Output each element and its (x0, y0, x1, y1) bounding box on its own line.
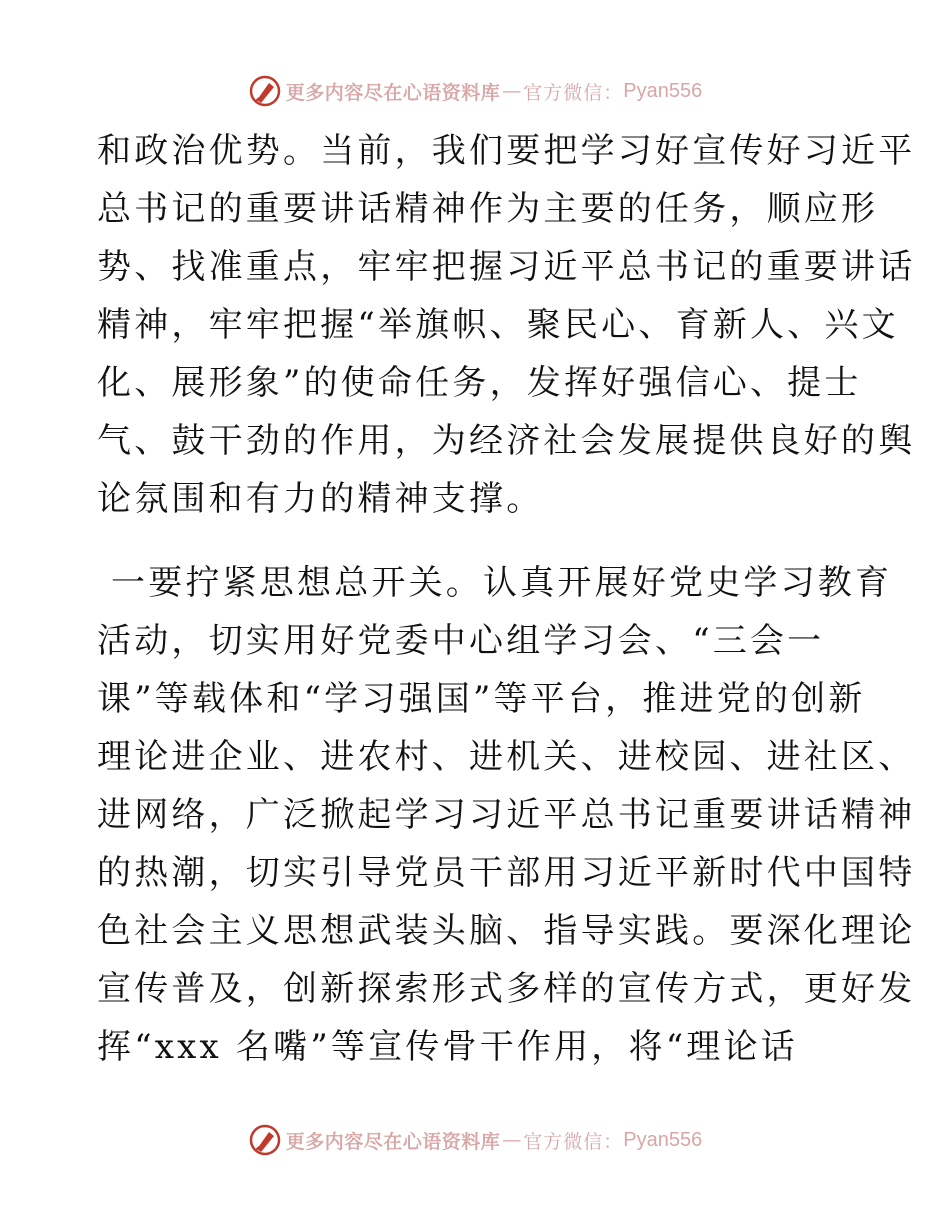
paragraph-2 (97, 554, 916, 1076)
footer-banner (0, 1120, 950, 1160)
banner-wechat-label: 官方微信： (523, 1130, 624, 1153)
header-banner (0, 71, 950, 111)
banner-title: 更多内容尽在心语资料库 (285, 81, 501, 104)
text-line: 一要拧紧思想总开关。认真开展好党史学习教育 (97, 563, 893, 603)
text-line: 色社会主义思想武装头脑、指导实践。要深化理论 (97, 911, 916, 951)
text-line: 理论进企业、进农村、进机关、进校园、进社区、 (97, 737, 916, 777)
text-line: 和政治优势。当前，我们要把学习好宣传好习近平 (97, 131, 916, 171)
paragraph-1 (97, 122, 916, 528)
paragraph-gap (97, 528, 857, 554)
text-line: 挥“xxx 名嘴”等宣传骨干作用，将“理论话 (97, 1027, 798, 1067)
banner-dash: — (502, 1129, 522, 1151)
text-line: 精神，牢牢把握“举旗帜、聚民心、育新人、兴文 (97, 305, 899, 345)
banner-wechat-id: Pyan556 (623, 1128, 703, 1151)
pen-nib-logo-icon (248, 74, 282, 108)
text-line: 的热潮，切实引导党员干部用习近平新时代中国特 (97, 853, 916, 893)
text-line: 活动，切实用好党委中心组学习会、“三会一 (97, 621, 825, 661)
banner-wechat-id: Pyan556 (623, 79, 703, 102)
text-line: 课”等载体和“学习强国”等平台，推进党的创新 (97, 679, 866, 719)
banner-wechat-label: 官方微信： (523, 81, 624, 104)
banner-title: 更多内容尽在心语资料库 (285, 1130, 501, 1153)
document-body (97, 122, 916, 1076)
text-line: 进网络，广泛掀起学习习近平总书记重要讲话精神 (97, 795, 916, 835)
pen-nib-logo-icon (248, 1123, 282, 1157)
text-line: 宣传普及，创新探索形式多样的宣传方式，更好发 (97, 969, 916, 1009)
text-line: 气、鼓干劲的作用，为经济社会发展提供良好的舆 (97, 421, 916, 461)
text-line: 化、展形象”的使命任务，发挥好强信心、提士 (97, 363, 862, 403)
text-line: 总书记的重要讲话精神作为主要的任务，顺应形 (97, 189, 879, 229)
text-line: 势、找准重点，牢牢把握习近平总书记的重要讲话 (97, 247, 916, 287)
banner-dash: — (502, 80, 522, 102)
text-line: 论氛围和有力的精神支撑。 (97, 479, 544, 519)
